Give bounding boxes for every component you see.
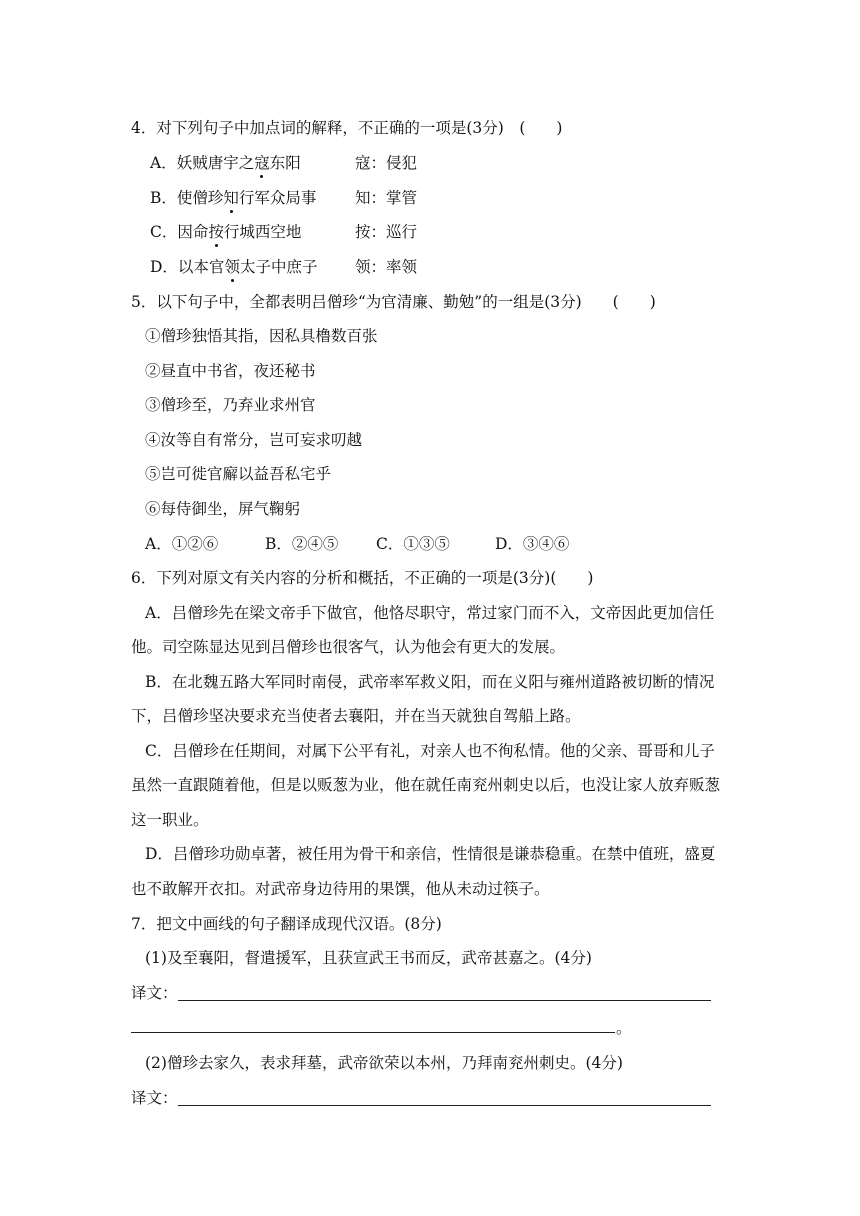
q6-option-b-line-1: B．在北魏五路大军同时南侵，武帝率军救义阳，而在义阳与雍州道路被切断的情况 (145, 673, 715, 691)
q4-option-c-dotted-word: 按 (208, 223, 224, 241)
q7-sub-2: (2)僧珍去家久，表求拜墓，武帝欲荣以本州，乃拜南兖州刺史。(4分) (145, 1054, 623, 1072)
q6-option-a-line-1: A．吕僧珍先在梁文帝手下做官，他恪尽职守，常过家门而不入，文帝因此更加信任 (145, 604, 715, 622)
q7-sub-1-answer-line-1[interactable] (178, 1000, 711, 1001)
q4-option-a-dotted-word: 寇 (254, 154, 270, 172)
q5-choice-a: A．①②⑥ (145, 535, 219, 553)
q6-option-c-line-1: C．吕僧珍在任期间，对属下公平有礼，对亲人也不徇私情。他的父亲、哥哥和儿子 (145, 742, 715, 760)
q6-option-d-line-2: 也不敢解开衣扣。对武帝身边待用的果馔，他从未动过筷子。 (131, 880, 550, 898)
q4-option-c: C．因命按行城西空地 (150, 223, 302, 241)
q4-option-a: A．妖贼唐宇之寇东阳 (150, 154, 301, 172)
q5-item-1: ①僧珍独悟其指，因私具橹数百张 (145, 327, 378, 345)
q7-sub-1-answer-line-2[interactable] (131, 1032, 615, 1033)
q7-sub-2-answer-label: 译文： (131, 1089, 178, 1107)
q4-option-c-gloss: 按：巡行 (355, 223, 418, 241)
q6-option-a-line-2: 他。司空陈显达见到吕僧珍也很客气，认为他会有更大的发展。 (131, 638, 566, 656)
q6-option-c-line-3: 这一职业。 (131, 811, 209, 829)
q4-option-a-gloss: 寇：侵犯 (355, 154, 418, 172)
q6-option-d-line-1: D．吕僧珍功勋卓著，被任用为骨干和亲信，性情很是谦恭稳重。在禁中值班，盛夏 (145, 845, 716, 863)
q4-stem: 4．对下列句子中加点词的解释，不正确的一项是(3分) ( ) (131, 119, 563, 137)
q5-choice-c: C．①③⑤ (376, 535, 450, 553)
q4-option-d-gloss: 领：率领 (355, 258, 418, 276)
q4-option-b-gloss: 知：掌管 (355, 189, 418, 207)
q6-stem: 6．下列对原文有关内容的分析和概括，不正确的一项是(3分)( ) (131, 569, 594, 587)
q5-choice-d: D．③④⑥ (495, 535, 570, 553)
q7-sub-1-answer-label: 译文： (131, 984, 178, 1002)
q4-option-d: D．以本官领太子中庶子 (150, 258, 318, 276)
q5-choice-b: B．②④⑤ (265, 535, 339, 553)
q7-sub-1-period: 。 (616, 1019, 632, 1037)
q7-stem: 7．把文中画线的句子翻译成现代汉语。(8分) (131, 915, 442, 933)
q6-option-c-line-2: 虽然一直跟随着他，但是以贩葱为业，他在就任南兖州刺史以后，也没让家人放弃贩葱 (131, 776, 721, 794)
q4-option-b-dotted-word: 知 (223, 189, 239, 207)
q4-option-d-dotted-word: 领 (224, 258, 240, 276)
q5-item-3: ③僧珍至，乃弃业求州官 (145, 396, 316, 414)
q7-sub-2-answer-line-1[interactable] (178, 1105, 711, 1106)
q7-sub-1: (1)及至襄阳，督遣援军，且获宣武王书而反，武帝甚嘉之。(4分) (145, 949, 592, 967)
q5-stem: 5．以下句子中，全都表明吕僧珍“为官清廉、勤勉”的一组是(3分) ( ) (131, 293, 656, 311)
q4-option-b: B．使僧珍知行军众局事 (150, 189, 317, 207)
q5-item-5: ⑤岂可徙官廨以益吾私宅乎 (145, 465, 332, 483)
q5-item-6: ⑥每侍御坐，屏气鞠躬 (145, 500, 301, 518)
q6-option-b-line-2: 下，吕僧珍坚决要求充当使者去襄阳，并在当天就独自驾船上路。 (131, 707, 581, 725)
q5-item-2: ②昼直中书省，夜还秘书 (145, 362, 316, 380)
q5-item-4: ④汝等自有常分，岂可妄求叨越 (145, 431, 363, 449)
